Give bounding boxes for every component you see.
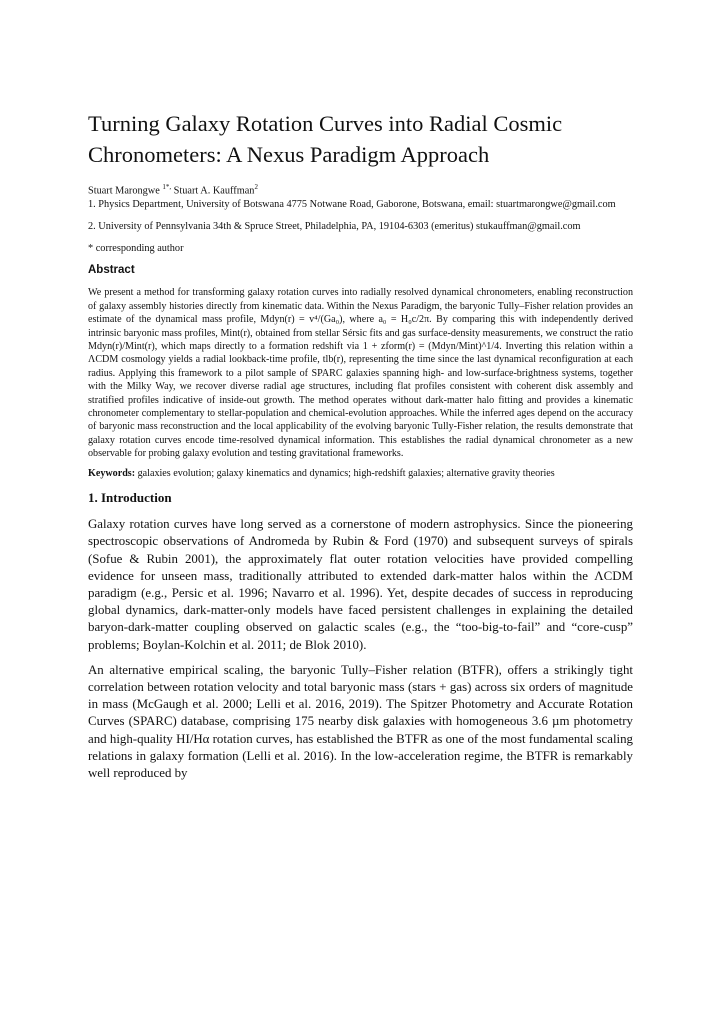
author-list xyxy=(88,180,633,198)
affiliation-2: 2. University of Pennsylvania 34th & Spruce Street, Philadelphia, PA, 19104-6303 (emeritus) stukauffman@gmail.com xyxy=(88,221,581,233)
section-heading-introduction: 1. Introduction xyxy=(88,490,172,506)
paper-title: Turning Galaxy Rotation Curves into Radial Cosmic Chronometers: A Nexus Paradigm Approach xyxy=(88,111,563,167)
corresponding-author-note: * corresponding author xyxy=(88,243,184,255)
abstract-text: We present a method for transforming galaxy rotation curves into radially resolved dynamical chronometers, enabling reconstruction of galaxy assembly histories directly from kinematic data. Within the Nexus Paradigm, the baryonic Tully–Fisher relation provides an estimate of the dynamical mass profile, Mdyn(r) = v⁴/(Ga₀), where a₀ = H₀c/2π. By comparing this with independently derived intrinsic baryonic mass profiles, Mint(r), obtained from stellar Sérsic fits and gas surface-density measurements, we construct the ratio Mdyn(r)/Mint(r), which maps directly to a formation redshift via 1 + zform(r) = (Mdyn/Mint)^1/4. Inverting this relation within a ΛCDM cosmology yields a radial lookback-time profile, tlb(r), representing the time since the last dynamical reconfiguration at each radius. Applying this framework to a pilot sample of SPARC galaxies spanning high- and low-surface-brightness systems, together with the Milky Way, we recover diverse radial age structures, including flat profiles consistent with coherent disk assembly and stratified profiles indicative of inside-out growth. The method operates without dark-matter halo fitting and provides a kinematic chronometer complementary to stellar-population and chemical-evolution approaches. While the inferred ages depend on the accuracy of baryonic mass reconstruction and the local applicability of the evolving baryonic Tully-Fisher relation, the results demonstrate that galaxy rotation curves encode time-resolved dynamical information. This establishes the radial dynamical chronometer as a new observable for probing galaxy evolution and testing gravitational frameworks. xyxy=(88,287,633,460)
introduction-paragraph-1: Galaxy rotation curves have long served as a cornerstone of modern astrophysics. Since the pioneering spectroscopic observations of Andromeda by Rubin & Ford (1970) and subsequent surveys of spirals (Sofue & Rubin 2001), the approximately flat outer rotation velocities have provided compelling evidence for unseen mass, traditionally attributed to extended dark-matter halos within the ΛCDM paradigm (e.g., Persic et al. 1996; Navarro et al. 1996). Yet, despite decades of success in reproducing global dynamics, dark-matter-only models have faced persistent challenges in explaining the detailed baryon-dark-matter coupling observed on galactic scales (e.g., the “too-big-to-fail” and “core-cusp” problems; Boylan-Kolchin et al. 2011; de Blok 2010). xyxy=(88,517,633,652)
affiliation-1: 1. Physics Department, University of Botswana 4775 Notwane Road, Gaborone, Botswana, email: stuartmarongwe@gmail.com xyxy=(88,199,616,211)
author-1-affiliation-mark: 1*, xyxy=(162,183,172,191)
abstract-heading: Abstract xyxy=(88,264,135,277)
paper-page xyxy=(88,108,633,790)
author-2-affiliation-mark: 2 xyxy=(254,183,258,191)
author-1: Stuart Marongwe xyxy=(88,185,160,197)
author-2: Stuart A. Kauffman xyxy=(171,185,255,197)
keywords-label: Keywords: xyxy=(88,467,136,479)
keywords xyxy=(88,467,633,480)
introduction-paragraph-2: An alternative empirical scaling, the baryonic Tully–Fisher relation (BTFR), offers a strikingly tight correlation between rotation velocity and total baryonic mass (stars + gas) across six orders of magnitude in mass (McGaugh et al. 2000; Lelli et al. 2016, 2019). The Spitzer Photometry and Accurate Rotation Curves (SPARC) database, comprising 175 nearby disk galaxies with homogeneous 3.6 µm photometry and high-quality HI/Hα rotation curves, has established the BTFR as one of the most fundamental scaling relations in galaxy formation (Lelli et al. 2016). In the low-acceleration regime, the BTFR is remarkably well reproduced by xyxy=(88,662,633,780)
keywords-list: galaxies evolution; galaxy kinematics and dynamics; high-redshift galaxies; alternative gravity theories xyxy=(135,467,555,479)
